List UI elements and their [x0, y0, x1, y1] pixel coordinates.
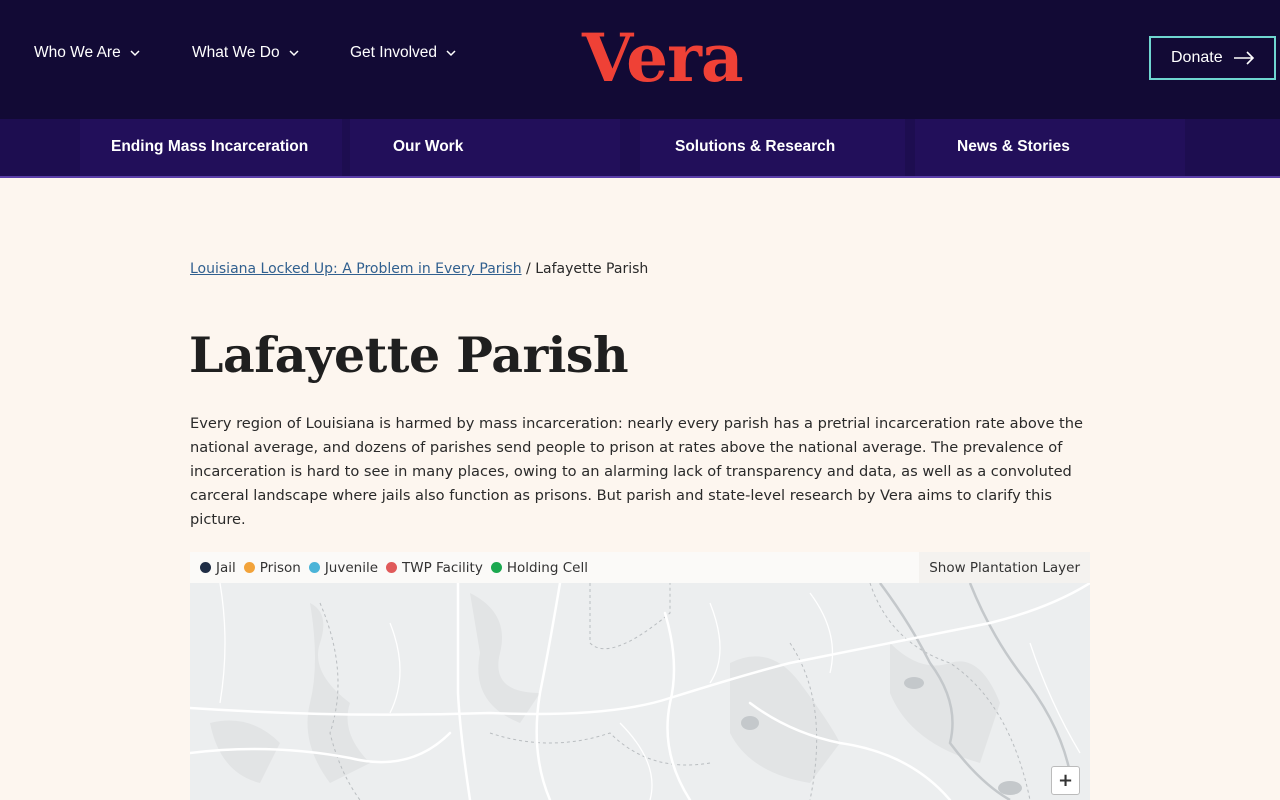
nav-get-involved[interactable] [350, 44, 457, 62]
chevron-down-icon [445, 47, 457, 59]
vera-logo[interactable]: Vera [582, 19, 743, 97]
zoom-in-button[interactable]: + [1051, 766, 1080, 795]
legend-label: TWP Facility [402, 559, 483, 576]
legend-dot [309, 562, 320, 573]
map-legend [190, 552, 1090, 583]
nav-who-we-are[interactable] [34, 44, 141, 62]
show-plantation-layer-button[interactable]: Show Plantation Layer [919, 552, 1090, 583]
chevron-down-icon [288, 47, 300, 59]
legend-dot [386, 562, 397, 573]
breadcrumb-current: Lafayette Parish [535, 261, 649, 277]
legend-dot [200, 562, 211, 573]
nav-label: What We Do [192, 44, 280, 61]
legend-dot [491, 562, 502, 573]
legend-label: Holding Cell [506, 559, 588, 576]
breadcrumb [190, 261, 648, 277]
nav-label: Who We Are [34, 44, 121, 61]
donate-button[interactable] [1149, 36, 1276, 80]
legend-jail [200, 560, 236, 576]
breadcrumb-parent-link[interactable]: Louisiana Locked Up: A Problem in Every Parish [190, 261, 522, 277]
subnav-our-work[interactable]: Our Work [393, 138, 464, 155]
breadcrumb-separator: / [521, 261, 536, 277]
subnav-band [350, 119, 620, 176]
nav-what-we-do[interactable] [192, 44, 300, 62]
legend-label: Juvenile [324, 559, 379, 576]
legend-label: Prison [259, 559, 301, 576]
subnav-news-stories[interactable]: News & Stories [957, 138, 1070, 155]
nav-label: Get Involved [350, 44, 438, 61]
facility-map[interactable] [190, 552, 1090, 800]
chevron-down-icon [129, 47, 141, 59]
legend-prison [244, 560, 301, 576]
legend-label: Jail [216, 559, 236, 576]
legend-twp-facility [386, 560, 483, 576]
donate-label: Donate [1171, 49, 1223, 66]
legend-holding-cell [491, 560, 588, 576]
map-base-layer[interactable] [190, 583, 1090, 800]
subnav-solutions-research[interactable]: Solutions & Research [675, 138, 836, 155]
site-header [0, 0, 1280, 119]
intro-paragraph: Every region of Louisiana is harmed by mass incarceration: nearly every parish has a pretrial incarceration rate above the national average, and dozens of parishes send people to prison at rates above the national average. The prevalence of incarceration is hard to see in many places, owing to an alarming lack of transparency and data, as well as a convoluted carceral landscape where jails also function as prisons. But parish and state-level research by Vera aims to clarify this picture. [190, 415, 1084, 528]
legend-dot [244, 562, 255, 573]
legend-juvenile [309, 560, 378, 576]
arrow-right-icon [1233, 51, 1255, 65]
subnav-ending-mass-incarceration[interactable]: Ending Mass Incarceration [111, 138, 309, 155]
page-title: Lafayette Parish [189, 326, 629, 384]
section-nav [0, 119, 1280, 178]
